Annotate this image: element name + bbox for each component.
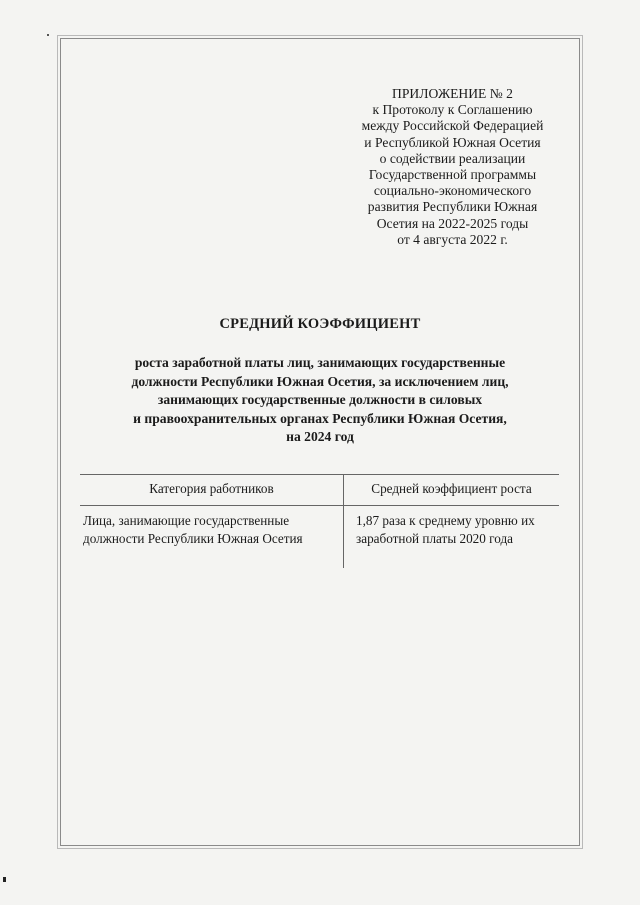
table-row <box>80 506 559 568</box>
document-title: СРЕДНИЙ КОЭФФИЦИЕНТ <box>219 316 421 332</box>
subtitle-line: должности Республики Южная Осетия, за исключением лиц, <box>131 373 509 389</box>
appendix-line: между Российской Федерацией <box>361 118 544 134</box>
header-coefficient: Средней коэффициент роста <box>371 481 532 496</box>
header-category: Категория работников <box>80 475 344 505</box>
cell-category <box>80 506 344 568</box>
appendix-line: Осетия на 2022-2025 годы <box>376 215 529 231</box>
subtitle-line: на 2024 год <box>286 429 354 445</box>
appendix-line: и Республикой Южная Осетия <box>364 134 541 150</box>
cell-line: Лица, занимающие государственные <box>83 513 290 528</box>
appendix-line: Государственной программы <box>368 167 537 183</box>
scan-speck <box>47 34 49 36</box>
appendix-header <box>340 86 565 248</box>
cell-line: должности Республики Южная Осетия <box>83 530 303 546</box>
coefficient-table <box>80 474 559 568</box>
subtitle-line: и правоохранительных органах Республики Южная Осетия, <box>133 410 507 426</box>
table-header-row <box>80 474 559 506</box>
cell-line: заработной платы 2020 года <box>356 530 514 546</box>
document-subtitle <box>60 354 580 447</box>
scan-speck <box>3 877 6 882</box>
cell-coefficient <box>344 506 559 568</box>
appendix-line: о содействии реализации <box>379 150 526 166</box>
appendix-line: ПРИЛОЖЕНИЕ № 2 <box>392 86 513 101</box>
appendix-line: социально-экономического <box>373 183 532 199</box>
appendix-line: развития Республики Южная <box>367 199 538 215</box>
subtitle-line: роста заработной платы лиц, занимающих государственные <box>134 355 506 370</box>
appendix-line: от 4 августа 2022 г. <box>397 231 508 247</box>
appendix-line: к Протоколу к Соглашению <box>372 102 533 118</box>
cell-line: 1,87 раза к среднему уровню их <box>356 513 535 528</box>
subtitle-line: занимающих государственные должности в силовых <box>157 392 483 408</box>
